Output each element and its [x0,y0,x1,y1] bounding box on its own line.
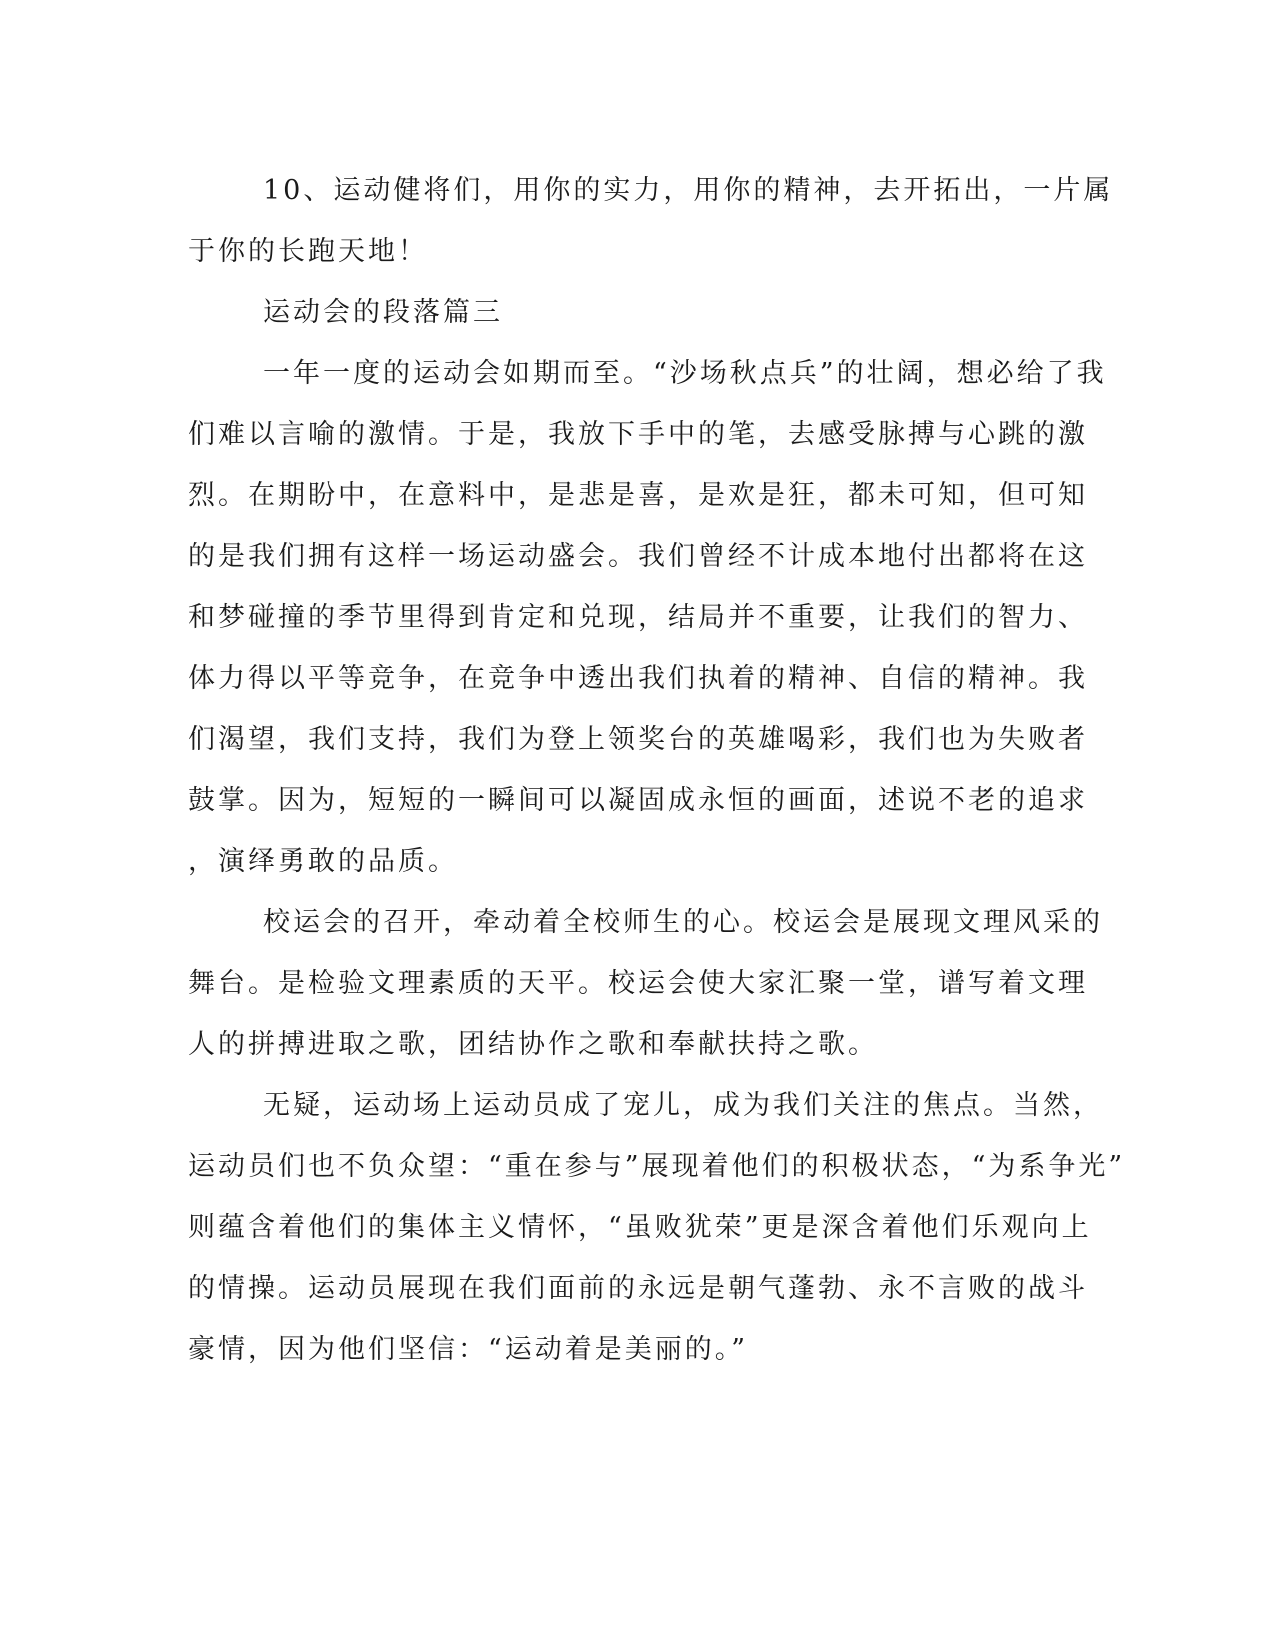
text-line: 舞台。是检验文理素质的天平。校运会使大家汇聚一堂，谱写着文理 [188,968,1088,999]
paragraph-item-10 [188,160,1114,282]
text-line: 鼓掌。因为，短短的一瞬间可以凝固成永恒的画面，述说不老的追求 [188,785,1088,816]
text-line: 10、运动健将们，用你的实力，用你的精神，去开拓出，一片属 [263,175,1114,206]
text-line: 烈。在期盼中，在意料中，是悲是喜，是欢是狂，都未可知，但可知 [188,480,1088,511]
text-line: 运动员们也不负众望：“重在参与”展现着他们的积极状态，“为系争光” [188,1151,1126,1182]
text-line: 一年一度的运动会如期而至。“沙场秋点兵”的壮阔，想必给了我 [263,358,1107,389]
text-line: 们渴望，我们支持，我们为登上领奖台的英雄喝彩，我们也为失败者 [188,724,1088,755]
paragraph-3 [188,1075,1126,1380]
text-line: 和梦碰撞的季节里得到肯定和兑现，结局并不重要，让我们的智力、 [188,602,1088,633]
text-line: 人的拼搏进取之歌，团结协作之歌和奉献扶持之歌。 [188,1029,878,1060]
document-body [188,160,1126,1380]
paragraph-1 [188,343,1107,892]
text-line: 体力得以平等竞争，在竞争中透出我们执着的精神、自信的精神。我 [188,663,1088,694]
text-line: 无疑，运动场上运动员成了宠儿，成为我们关注的焦点。当然， [263,1090,1103,1121]
text-line: 们难以言喻的激情。于是，我放下手中的笔，去感受脉搏与心跳的激 [188,419,1088,450]
paragraph-2 [188,892,1103,1075]
text-line: 豪情，因为他们坚信：“运动着是美丽的。” [188,1334,749,1365]
text-line: ，演绎勇敢的品质。 [188,846,458,877]
heading-text: 运动会的段落篇三 [263,297,503,328]
text-line: 于你的长跑天地！ [188,236,428,267]
text-line: 的情操。运动员展现在我们面前的永远是朝气蓬勃、永不言败的战斗 [188,1273,1088,1304]
text-line: 的是我们拥有这样一场运动盛会。我们曾经不计成本地付出都将在这 [188,541,1088,572]
text-line: 校运会的召开，牵动着全校师生的心。校运会是展现文理风采的 [263,907,1103,938]
text-line: 则蕴含着他们的集体主义情怀，“虽败犹荣”更是深含着他们乐观向上 [188,1212,1092,1243]
section-heading [188,282,1068,343]
